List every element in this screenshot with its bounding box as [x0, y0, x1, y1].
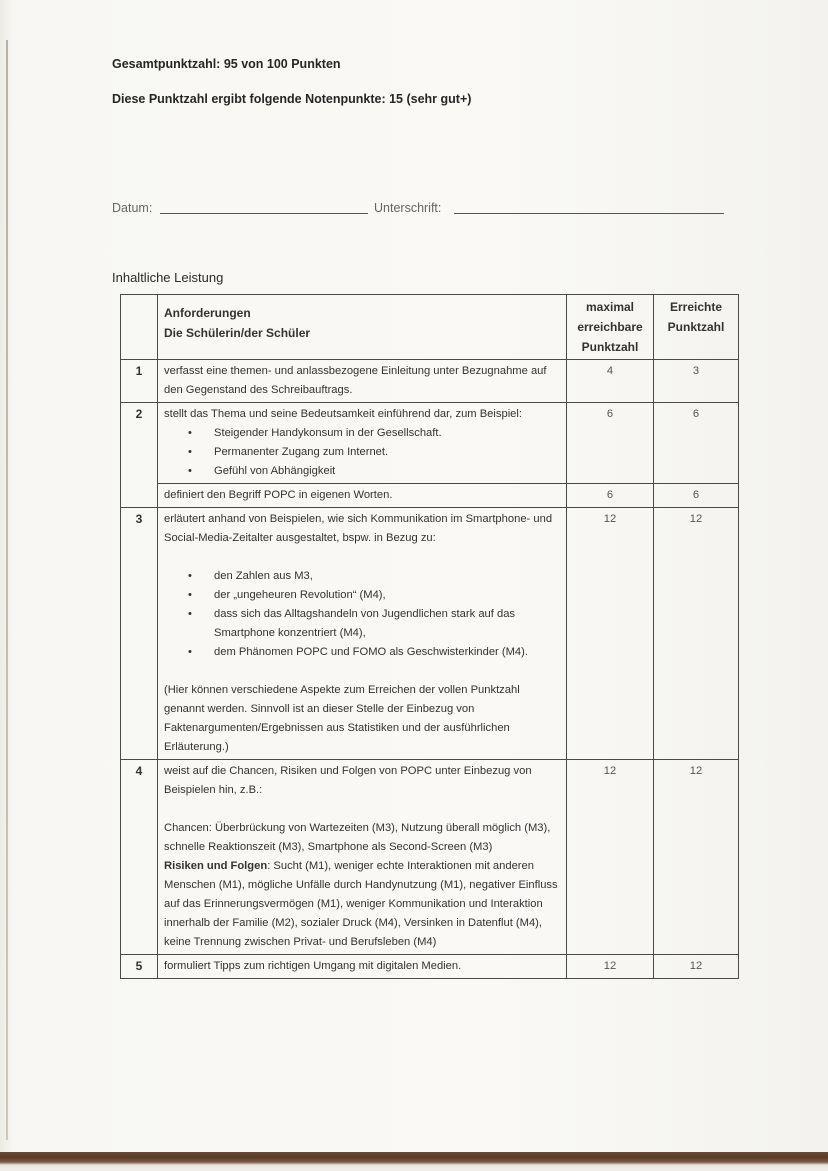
row-number: 3 [121, 508, 158, 760]
table-row [121, 403, 739, 484]
max-points: 4 [567, 360, 654, 403]
header-num-cell [121, 295, 158, 360]
row-text: stellt das Thema und seine Bedeutsamkeit einführend dar, zum Beispiel: • Steigender Handykonsum in der Gesellschaft. • Permanenter Zugang zum Internet. • Gefühl von Abhängigkeit [158, 403, 567, 484]
row-text: erläutert anhand von Beispielen, wie sich Kommunikation im Smartphone- und Social-Media-Zeitalter ausgestaltet, bspw. in Bezug zu: • den Zahlen aus M3, • der „ungeheuren Revolution“ (M4), • dass sich das Alltagshandeln von Jugendlichen stark auf das Smartphone konzentriert (M4), • dem Phänomen POPC und FOMO als Geschwisterkinder (M4). (Hier können verschiedene Aspekte zum Erreichen der vollen Punktzahl genannt werden. Sinnvoll ist an dieser Stelle der Einbezug von Faktenargumenten/Ergebnissen aus Statistiken und der ausführlichen Erläuterung.) [158, 508, 567, 760]
row-number: 5 [121, 955, 158, 979]
section-title: Inhaltliche Leistung [112, 270, 224, 285]
table-row [121, 508, 739, 760]
header-achieved-points: Erreichte Punktzahl [654, 295, 739, 360]
table-row [121, 360, 739, 403]
achieved-points: 12 [654, 760, 739, 955]
date-label: Datum: [112, 201, 153, 215]
grading-table [120, 294, 739, 979]
max-points: 12 [567, 760, 654, 955]
table-row [121, 484, 739, 508]
risks-text: Risiken und Folgen: Sucht (M1), weniger echte Interaktionen mit anderen Menschen (M1), mögliche Unfälle durch Handynutzung (M1), negativer Einfluss auf das Erinnerungsvermögen (M1), weniger Kommunikation und Interaktion innerhalb der Familie (M2), sozialer Druck (M4), Versinken in Datenflut (M4), keine Trennung zwischen Privat- und Berufsleben (M4) [164, 860, 558, 948]
total-score: Gesamtpunktzahl: 95 von 100 Punkten [112, 57, 341, 71]
row-number: 1 [121, 360, 158, 403]
signature-label: Unterschrift: [374, 201, 442, 215]
risks-label: Risiken und Folgen [164, 860, 268, 872]
list-item: • der „ungeheuren Revolution“ (M4), [214, 586, 560, 605]
max-points: 6 [567, 403, 654, 484]
table-row [121, 955, 739, 979]
grade-line: Diese Punktzahl ergibt folgende Notenpunkte: 15 (sehr gut+) [112, 92, 472, 106]
chances-text: Chancen: Überbrückung von Wartezeiten (M3), Nutzung überall möglich (M3), schnelle Reaktionszeit (M3), Smartphone als Second-Screen (M3) [164, 822, 551, 853]
table-header-row [121, 295, 739, 360]
achieved-points: 6 [654, 403, 739, 484]
list-item: • den Zahlen aus M3, [214, 567, 560, 586]
row-text: verfasst eine themen- und anlassbezogene Einleitung unter Bezugnahme auf den Gegenstand des Schreibauftrags. [158, 360, 567, 403]
row-text: formuliert Tipps zum richtigen Umgang mit digitalen Medien. [158, 955, 567, 979]
date-line [160, 213, 368, 214]
max-points: 12 [567, 955, 654, 979]
note-text: (Hier können verschiedene Aspekte zum Erreichen der vollen Punktzahl genannt werden. Sinnvoll ist an dieser Stelle der Einbezug von Faktenargumenten/Ergebnissen aus Statistiken und der ausführlichen Erläuterung.) [164, 684, 520, 753]
page-edge-shadow [6, 40, 8, 1140]
header-max-points: maximal erreichbare Punktzahl [567, 295, 654, 360]
signature-row [112, 199, 732, 219]
list-item: • Permanenter Zugang zum Internet. [214, 443, 560, 462]
achieved-points: 12 [654, 955, 739, 979]
max-points: 12 [567, 508, 654, 760]
signature-line [454, 213, 724, 214]
table-surface-edge [0, 1152, 828, 1171]
list-item: • Steigender Handykonsum in der Gesellschaft. [214, 424, 560, 443]
achieved-points: 6 [654, 484, 739, 508]
table-row [121, 760, 739, 955]
row-number: 2 [121, 403, 158, 508]
header-requirements: Anforderungen Die Schülerin/der Schüler [158, 295, 567, 360]
achieved-points: 12 [654, 508, 739, 760]
row-number: 4 [121, 760, 158, 955]
list-item: • dem Phänomen POPC und FOMO als Geschwisterkinder (M4). [214, 643, 560, 662]
row-text: definiert den Begriff POPC in eigenen Worten. [158, 484, 567, 508]
max-points: 6 [567, 484, 654, 508]
achieved-points: 3 [654, 360, 739, 403]
bullet-list [164, 424, 560, 481]
list-item: • dass sich das Alltagshandeln von Jugendlichen stark auf das Smartphone konzentriert (M4), [214, 605, 560, 643]
bullet-list [164, 567, 560, 662]
row-text: weist auf die Chancen, Risiken und Folgen von POPC unter Einbezug von Beispielen hin, z.B.: Chancen: Überbrückung von Wartezeiten (M3), Nutzung überall möglich (M3), schnelle Reaktionszeit (M3), Smartphone als Second-Screen (M3) Risiken und Folgen: Sucht (M1), weniger echte Interaktionen mit anderen Menschen (M1), mögliche Unfälle durch Handynutzung (M1), negativer Einfluss auf das Erinnerungsvermögen (M1), weniger Kommunikation und Interaktion innerhalb der Familie (M2), sozialer Druck (M4), Versinken in Datenflut (M4), keine Trennung zwischen Privat- und Berufsleben (M4) [158, 760, 567, 955]
list-item: • Gefühl von Abhängigkeit [214, 462, 560, 481]
